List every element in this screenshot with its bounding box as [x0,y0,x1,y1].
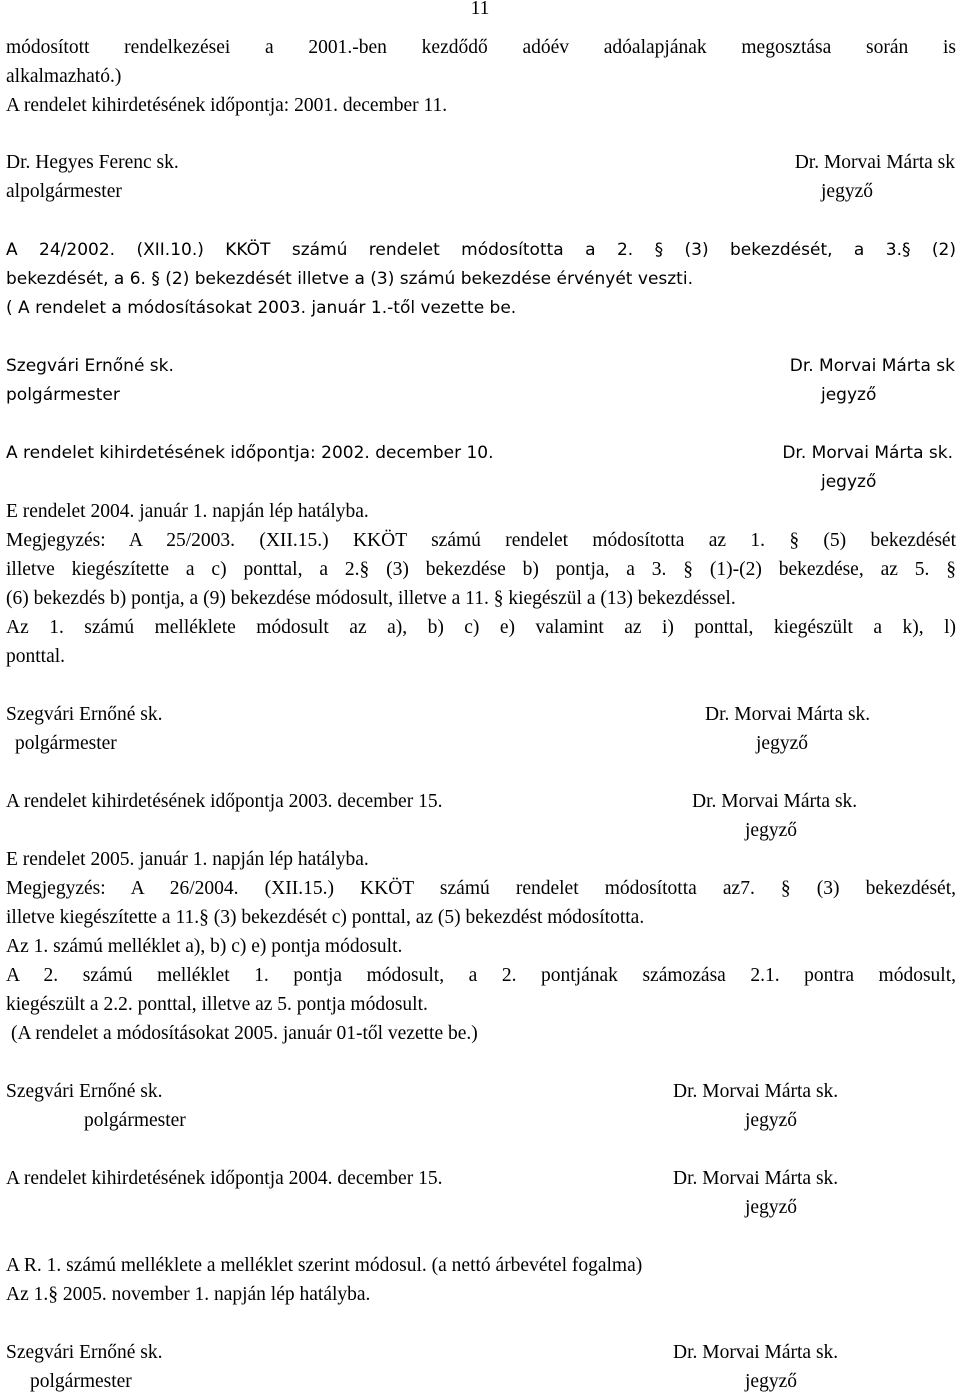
signer-right-name: Dr. Morvai Márta sk [789,356,955,376]
signer-right-title: jegyző [745,1110,797,1131]
signer-left-title: polgármester [30,1371,132,1392]
amendment-2002-line-2: bekezdését, a 6. § (2) bekezdését illetve a (3) számú bekezdése érvényét veszti. [6,269,693,289]
promulgation-signer-name: Dr. Morvai Márta sk. [782,443,953,463]
signer-left-name: Szegvári Ernőné sk. [6,1342,163,1363]
signer-right-title: jegyző [821,385,877,405]
promulgation-date: A rendelet kihirdetésének időpontja 2004. december 15. [6,1168,443,1189]
signer-left-name: Dr. Hegyes Ferenc sk. [6,152,179,173]
amendment-2004-line-3: illetve kiegészítette a 11.§ (3) bekezdését c) ponttal, az (5) bekezdést módosította. [6,907,645,928]
amendment-2004-line-7: (A rendelet a módosításokat 2005. január 01-től vezette be.) [11,1023,478,1044]
signer-right-name: Dr. Morvai Márta sk. [705,704,871,725]
amendment-2005-line-1: A R. 1. számú melléklete a melléklet szerint módosul. (a nettó árbevétel fogalma) [6,1255,643,1276]
intro-line-2: alkalmazható.) [6,66,122,87]
signer-left-title: polgármester [6,385,120,405]
amendment-2004-line-1: E rendelet 2005. január 1. napján lép hatályba. [6,849,369,870]
amendment-2003-line-5: Az 1. számú melléklete módosult az a), b) c) e) valamint az i) ponttal, kiegészült a k), l) [6,617,956,638]
amendment-2002-line-1: A 24/2002. (XII.10.) KKÖT számú rendelet módosította a 2. § (3) bekezdését, a 3.§ (2) [6,240,956,260]
signer-right-title: jegyző [756,733,808,754]
signer-left-title: polgármester [15,733,117,754]
amendment-2004-line-5: A 2. számú melléklet 1. pontja módosult, a 2. pontjának számozása 2.1. pontra módosult, [6,965,956,986]
promulgation-date: A rendelet kihirdetésének időpontja 2003. december 15. [6,791,443,812]
amendment-2003-line-3: illetve kiegészítette a c) ponttal, a 2.§ (3) bekezdése b) pontja, a 3. § (1)-(2) bekezdése, az 5. § [6,559,956,580]
promulgation-signer-title: jegyző [745,1197,797,1218]
page-number: 11 [470,0,490,19]
amendment-2005-line-2: Az 1.§ 2005. november 1. napján lép hatályba. [6,1284,371,1305]
amendment-2004-line-6: kiegészült a 2.2. ponttal, illetve az 5. pontja módosult. [6,994,428,1015]
signer-left-name: Szegvári Ernőné sk. [6,1081,163,1102]
signer-left-name: Szegvári Ernőné sk. [6,704,163,725]
signer-right-title: jegyző [821,181,873,202]
signer-left-title: polgármester [84,1110,186,1131]
promulgation-signer-title: jegyző [745,820,797,841]
amendment-2002-line-3: ( A rendelet a módosításokat 2003. január 1.-től vezette be. [6,298,517,318]
signer-left-title: alpolgármester [6,181,122,202]
amendment-2003-line-1: E rendelet 2004. január 1. napján lép hatályba. [6,501,369,522]
promulgation-signer-name: Dr. Morvai Márta sk. [692,791,858,812]
signer-right-name: Dr. Morvai Márta sk. [673,1342,839,1363]
signer-right-name: Dr. Morvai Márta sk [794,152,955,173]
signer-left-name: Szegvári Ernőné sk. [6,356,174,376]
promulgation-signer-title: jegyző [821,472,877,492]
intro-line-1: módosított rendelkezései a 2001.-ben kezdődő adóév adóalapjának megosztása során is [6,37,956,58]
signer-right-name: Dr. Morvai Márta sk. [673,1081,839,1102]
amendment-2003-line-4: (6) bekezdés b) pontja, a (9) bekezdése módosult, illetve a 11. § kiegészül a (13) bekezdéssel. [6,588,736,609]
amendment-2004-line-4: Az 1. számú melléklet a), b) c) e) pontja módosult. [6,936,403,957]
intro-promulgation: A rendelet kihirdetésének időpontja: 2001. december 11. [6,95,448,116]
signer-right-title: jegyző [745,1371,797,1392]
promulgation-date: A rendelet kihirdetésének időpontja: 2002. december 10. [6,443,494,463]
amendment-2003-line-2: Megjegyzés: A 25/2003. (XII.15.) KKÖT számú rendelet módosította az 1. § (5) bekezdését [6,530,956,551]
amendment-2004-line-2: Megjegyzés: A 26/2004. (XII.15.) KKÖT számú rendelet módosította az7. § (3) bekezdését, [6,878,956,899]
promulgation-signer-name: Dr. Morvai Márta sk. [673,1168,839,1189]
amendment-2003-line-6: ponttal. [6,646,66,667]
